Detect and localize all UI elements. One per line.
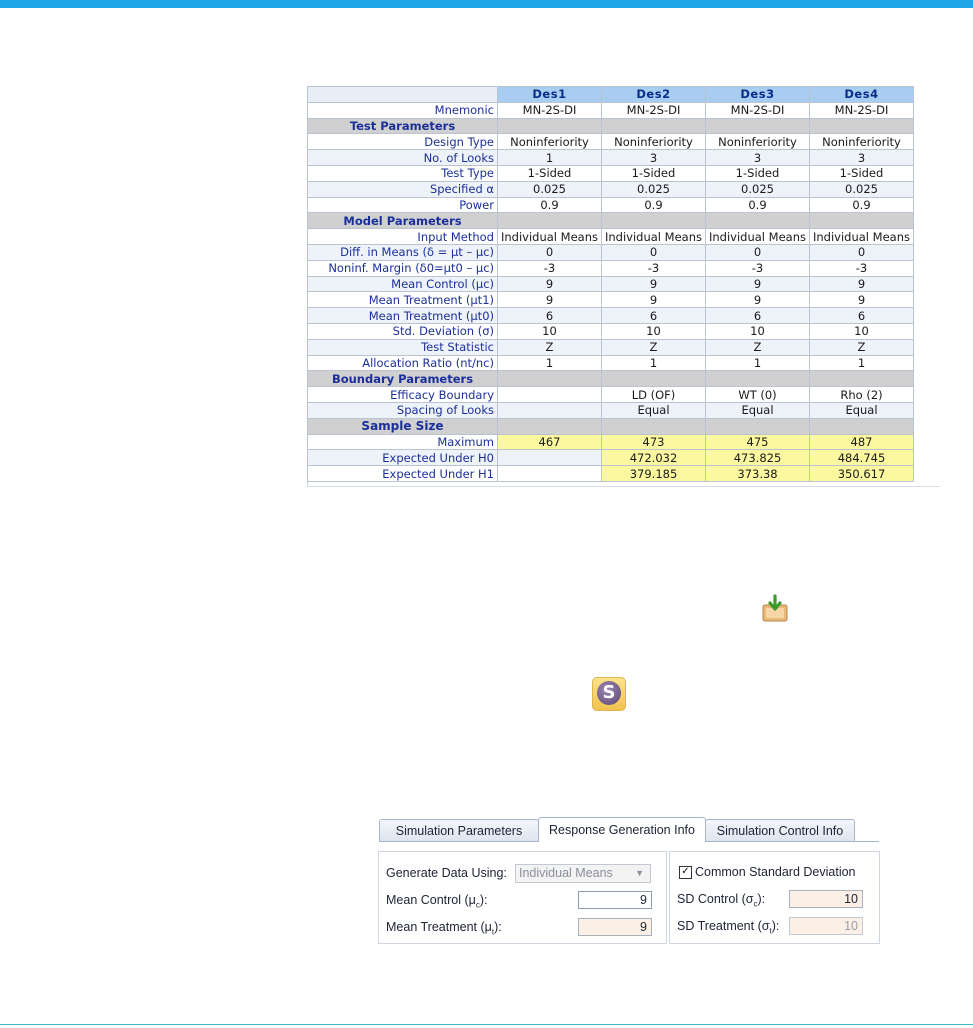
cell-des3 (706, 118, 810, 134)
row-label: Design Type (308, 134, 498, 150)
cell-des1: 1 (498, 355, 602, 371)
simulate-letter: S (597, 681, 621, 705)
cell-des1: -3 (498, 260, 602, 276)
common-sd-label: Common Standard Deviation (695, 865, 856, 879)
table-row (308, 244, 914, 260)
cell-des3: Individual Means (706, 229, 810, 245)
table-row (308, 355, 914, 371)
cell-des1: 6 (498, 308, 602, 324)
column-header-des1[interactable]: Des1 (498, 87, 602, 103)
cell-des4: 0.9 (810, 197, 914, 213)
header-corner (308, 87, 498, 103)
table-section-row (308, 118, 914, 134)
table-row (308, 197, 914, 213)
cell-des3: -3 (706, 260, 810, 276)
cell-des2: Z (602, 339, 706, 355)
cell-des4: Equal (810, 402, 914, 418)
row-label: Mean Treatment (μt0) (308, 308, 498, 324)
row-label: Std. Deviation (σ) (308, 323, 498, 339)
cell-des3: Equal (706, 402, 810, 418)
column-header-des2[interactable]: Des2 (602, 87, 706, 103)
cell-des4: 9 (810, 292, 914, 308)
simulate-s-icon[interactable] (592, 677, 626, 711)
row-label: Efficacy Boundary (308, 387, 498, 403)
cell-des4 (810, 213, 914, 229)
cell-des2: 1-Sided (602, 165, 706, 181)
cell-des2: 379.185 (602, 466, 706, 482)
mean-treatment-field[interactable]: 9 (578, 918, 652, 936)
row-label: Allocation Ratio (nt/nc) (308, 355, 498, 371)
sd-panel (669, 851, 880, 944)
cell-des4: 0 (810, 244, 914, 260)
row-label: Mean Control (μc) (308, 276, 498, 292)
cell-des1: 9 (498, 292, 602, 308)
cell-des2: 6 (602, 308, 706, 324)
cell-des1: 0.025 (498, 181, 602, 197)
cell-des4 (810, 118, 914, 134)
cell-des2: 0.025 (602, 181, 706, 197)
section-label: Sample Size (308, 418, 498, 434)
cell-des3 (706, 418, 810, 434)
cell-des2: 9 (602, 276, 706, 292)
cell-des1: 1-Sided (498, 165, 602, 181)
cell-des1 (498, 450, 602, 466)
cell-des4: 0.025 (810, 181, 914, 197)
cell-des2: 10 (602, 323, 706, 339)
cell-des1: MN-2S-DI (498, 102, 602, 118)
row-label: Expected Under H0 (308, 450, 498, 466)
cell-des2: -3 (602, 260, 706, 276)
cell-des4 (810, 418, 914, 434)
bottom-divider (0, 1024, 973, 1025)
cell-des4: MN-2S-DI (810, 102, 914, 118)
table-row (308, 134, 914, 150)
table-row (308, 339, 914, 355)
tab-simulation-parameters[interactable]: Simulation Parameters (379, 819, 539, 842)
cell-des1 (498, 466, 602, 482)
cell-des3: 3 (706, 150, 810, 166)
table-body (308, 102, 914, 481)
cell-des4: 9 (810, 276, 914, 292)
row-label: Diff. in Means (δ = μt – μc) (308, 244, 498, 260)
cell-des1: 1 (498, 150, 602, 166)
sd-control-label: SD Control $(\sigma_c)$: (677, 892, 766, 909)
cell-des1: Noninferiority (498, 134, 602, 150)
table-row (308, 308, 914, 324)
cell-des4: 6 (810, 308, 914, 324)
row-label: Mnemonic (308, 102, 498, 118)
section-label: Boundary Parameters (308, 371, 498, 387)
tab-response-generation-info[interactable]: Response Generation Info (538, 817, 706, 842)
row-label: Test Statistic (308, 339, 498, 355)
cell-des3: 0 (706, 244, 810, 260)
cell-des1 (498, 118, 602, 134)
cell-des1: 10 (498, 323, 602, 339)
cell-des4: 484.745 (810, 450, 914, 466)
cell-des2 (602, 418, 706, 434)
chevron-down-icon: ▼ (635, 868, 644, 878)
cell-des3: 1-Sided (706, 165, 810, 181)
mean-treatment-label: Mean Treatment $(\mu_t)$: (386, 920, 502, 937)
row-label: Specified α (308, 181, 498, 197)
table-row (308, 276, 914, 292)
tab-simulation-control-info[interactable]: Simulation Control Info (705, 819, 855, 842)
table-row (308, 387, 914, 403)
cell-des1 (498, 213, 602, 229)
generate-data-value: Individual Means (519, 866, 613, 880)
cell-des1: Z (498, 339, 602, 355)
column-header-des4[interactable]: Des4 (810, 87, 914, 103)
table-row (308, 165, 914, 181)
cell-des2: MN-2S-DI (602, 102, 706, 118)
cell-des2: 3 (602, 150, 706, 166)
table-row (308, 434, 914, 450)
table-section-row (308, 418, 914, 434)
cell-des1: 467 (498, 434, 602, 450)
cell-des1 (498, 371, 602, 387)
table-row (308, 102, 914, 118)
mean-control-field[interactable]: 9 (578, 891, 652, 909)
cell-des2 (602, 213, 706, 229)
table-row (308, 402, 914, 418)
cell-des1: 0 (498, 244, 602, 260)
sd-treatment-label: SD Treatment $(\sigma_t)$: (677, 919, 780, 936)
means-panel (378, 851, 667, 944)
cell-des4: 487 (810, 434, 914, 450)
cell-des4: 1-Sided (810, 165, 914, 181)
row-label: Test Type (308, 165, 498, 181)
cell-des4: 10 (810, 323, 914, 339)
table-row (308, 323, 914, 339)
table-section-row (308, 371, 914, 387)
table-row (308, 450, 914, 466)
cell-des4: Noninferiority (810, 134, 914, 150)
cell-des3: 0.025 (706, 181, 810, 197)
cell-des4: 1 (810, 355, 914, 371)
cell-des3 (706, 213, 810, 229)
simulation-tabs (379, 817, 854, 841)
table-row (308, 292, 914, 308)
cell-des3: 473.825 (706, 450, 810, 466)
generate-data-label: Generate Data Using: (386, 866, 507, 880)
cell-des1: 0.9 (498, 197, 602, 213)
cell-des2: 0 (602, 244, 706, 260)
section-label: Test Parameters (308, 118, 498, 134)
cell-des2: 9 (602, 292, 706, 308)
mean-control-label: Mean Control $(\mu_c)$: (386, 893, 488, 910)
cell-des2: 1 (602, 355, 706, 371)
table-row (308, 150, 914, 166)
cell-des1 (498, 418, 602, 434)
cell-des4: 350.617 (810, 466, 914, 482)
row-label: Maximum (308, 434, 498, 450)
row-label: Expected Under H1 (308, 466, 498, 482)
table-section-row (308, 213, 914, 229)
cell-des2: 472.032 (602, 450, 706, 466)
cell-des3: 9 (706, 292, 810, 308)
table-row (308, 260, 914, 276)
cell-des2: Noninferiority (602, 134, 706, 150)
row-label: Power (308, 197, 498, 213)
section-label: Model Parameters (308, 213, 498, 229)
cell-des2 (602, 371, 706, 387)
cell-des2: 0.9 (602, 197, 706, 213)
table-header-row (308, 87, 914, 103)
generate-data-select[interactable] (515, 864, 651, 883)
cell-des3: Noninferiority (706, 134, 810, 150)
cell-des3: 373.38 (706, 466, 810, 482)
cell-des3: 1 (706, 355, 810, 371)
table-row (308, 181, 914, 197)
cell-des3: 10 (706, 323, 810, 339)
cell-des3: 0.9 (706, 197, 810, 213)
cell-des4: 3 (810, 150, 914, 166)
table-row (308, 466, 914, 482)
row-label: No. of Looks (308, 150, 498, 166)
sd-treatment-field: 10 (789, 917, 863, 935)
row-label: Input Method (308, 229, 498, 245)
design-summary-table (307, 86, 914, 482)
cell-des4: Individual Means (810, 229, 914, 245)
cell-des2: 473 (602, 434, 706, 450)
cell-des3: 6 (706, 308, 810, 324)
cell-des1: 9 (498, 276, 602, 292)
cell-des4: Z (810, 339, 914, 355)
top-accent-bar (0, 0, 973, 8)
common-sd-checkbox[interactable]: ✓ (679, 866, 692, 879)
row-label: Spacing of Looks (308, 402, 498, 418)
cell-des3: 475 (706, 434, 810, 450)
export-download-icon[interactable] (760, 594, 790, 624)
cell-des2: Equal (602, 402, 706, 418)
cell-des3: MN-2S-DI (706, 102, 810, 118)
column-header-des3[interactable]: Des3 (706, 87, 810, 103)
cell-des2: LD (OF) (602, 387, 706, 403)
cell-des4 (810, 371, 914, 387)
cell-des4: -3 (810, 260, 914, 276)
cell-des3: 9 (706, 276, 810, 292)
row-label: Mean Treatment (μt1) (308, 292, 498, 308)
cell-des2: Individual Means (602, 229, 706, 245)
cell-des4: Rho (2) (810, 387, 914, 403)
row-label: Noninf. Margin (δ0=μt0 – μc) (308, 260, 498, 276)
table-bottom-border (307, 486, 940, 487)
cell-des3 (706, 371, 810, 387)
cell-des2 (602, 118, 706, 134)
cell-des3: Z (706, 339, 810, 355)
cell-des1: Individual Means (498, 229, 602, 245)
cell-des1 (498, 387, 602, 403)
table-row (308, 229, 914, 245)
cell-des1 (498, 402, 602, 418)
cell-des3: WT (0) (706, 387, 810, 403)
sd-control-field[interactable]: 10 (789, 890, 863, 908)
